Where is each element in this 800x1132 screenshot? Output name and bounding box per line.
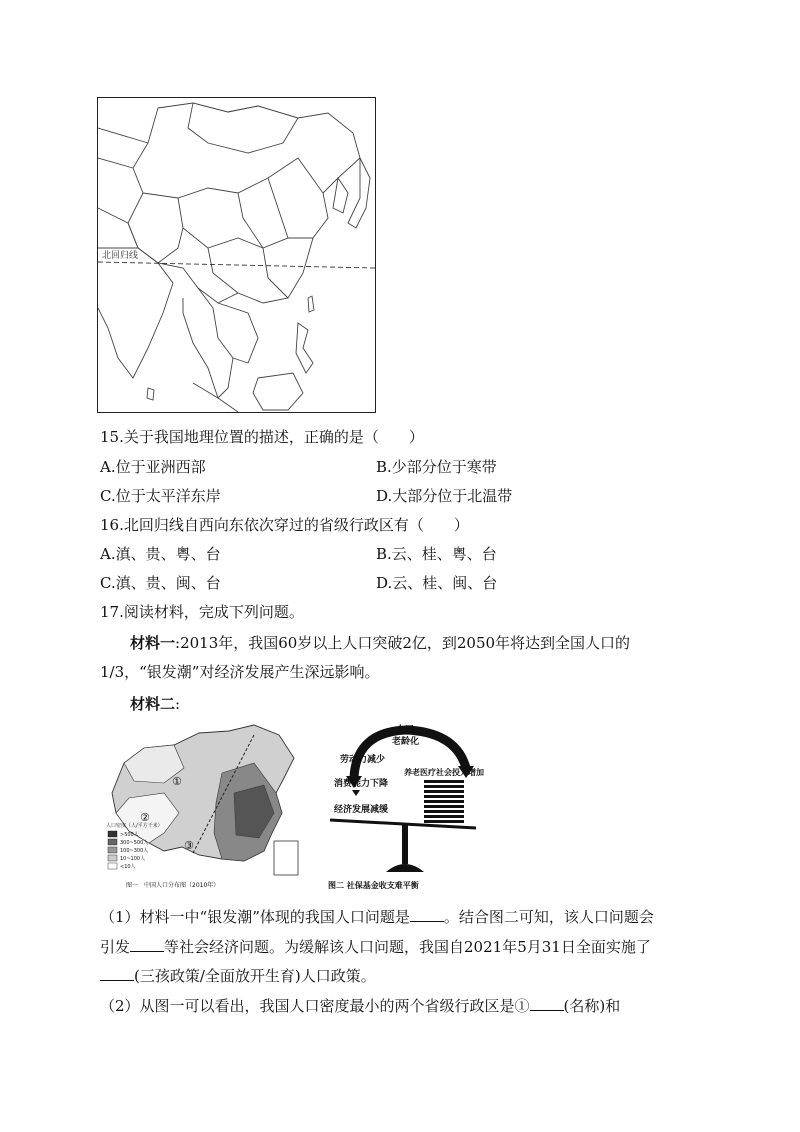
q17-p2-text-a: （2）从图一可以看出，我国人口密度最小的两个省级行政区是① — [100, 997, 530, 1015]
q17-p2-line1 — [100, 995, 620, 1017]
south-china-sea-inset — [274, 841, 298, 875]
answer-blank-1[interactable] — [410, 907, 444, 922]
figure2-caption: 图二 社保基金收支难平衡 — [328, 881, 419, 890]
fig2-left-2: 消费能力下降 — [334, 779, 389, 789]
figure2-balance-diagram — [326, 720, 496, 892]
material2-label: 材料二 — [130, 695, 176, 713]
map-marker-1: ① — [172, 775, 182, 788]
q15-option-a[interactable]: A.位于亚洲西部 — [100, 458, 206, 476]
fig2-left-1: 劳动力减少 — [340, 755, 386, 765]
q16-option-c[interactable]: C.滇、贵、闽、台 — [100, 574, 221, 592]
asia-map-svg — [98, 98, 375, 412]
q17-p2-text-b: (名称)和 — [563, 997, 621, 1015]
q15-option-d[interactable]: D.大部分位于北温带 — [376, 487, 513, 505]
fig2-weight-stack — [424, 780, 464, 823]
legend-item-3: 100~300人 — [120, 848, 149, 854]
answer-blank-4[interactable] — [530, 996, 564, 1011]
fig2-left-3: 经济发展减缓 — [334, 805, 389, 815]
q17-p1-text-b: 。结合图二可知，该人口问题会 — [443, 908, 654, 926]
q17-p1-text-d: 等社会经济问题。为缓解该人口问题，我国自2021年5月31日全面实施了 — [164, 938, 651, 956]
q16-option-b[interactable]: B.云、桂、粤、台 — [376, 545, 497, 563]
legend-item-1: >500人 — [120, 832, 139, 838]
fig2-top-label-1: 人口 — [396, 725, 415, 735]
q16-stem: 16.北回归线自西向东依次穿过的省级行政区有（ ） — [100, 516, 469, 534]
figure1-population-map — [104, 723, 312, 891]
map-marker-2: ② — [140, 811, 150, 824]
fig2-right-1: 养老医疗社会投入增加 — [404, 768, 484, 777]
tropic-of-cancer-line — [98, 262, 375, 268]
fig2-balance-base — [386, 864, 424, 872]
q17-p1-text-a: （1）材料一中“银发潮”体现的我国人口问题是 — [100, 908, 410, 926]
legend-title: 人口密度（人/平方千米） — [106, 823, 163, 829]
q17-p1-text-c: 引发 — [100, 938, 131, 956]
q17-p1-line1 — [100, 906, 654, 928]
fig2-top-label-2: 老龄化 — [392, 737, 420, 747]
q17-stem: 17.阅读材料，完成下列问题。 — [100, 603, 304, 621]
material2-line — [130, 693, 180, 715]
q17-p1-line2 — [100, 936, 651, 958]
q15-option-b[interactable]: B.少部分位于寒带 — [376, 458, 497, 476]
answer-blank-2[interactable] — [130, 937, 164, 952]
material1-label: 材料一 — [130, 634, 176, 652]
q16-option-a[interactable]: A.滇、贵、粤、台 — [100, 545, 221, 563]
material1-text: :2013年，我国60岁以上人口突破2亿，到2050年将达到全国人口的 — [175, 634, 631, 652]
material2-colon: : — [175, 695, 181, 713]
legend-item-2: 300~500人 — [120, 840, 149, 846]
asia-map — [97, 97, 376, 413]
figure1-caption: 图一 中国人口分布图（2010年） — [126, 882, 220, 889]
material1-line1 — [130, 632, 630, 654]
q16-option-d[interactable]: D.云、桂、闽、台 — [376, 574, 498, 592]
legend-item-5: <10人 — [120, 864, 136, 870]
map-marker-3: ③ — [184, 839, 194, 852]
tropic-label: 北回归线 — [102, 251, 139, 261]
q15-option-c[interactable]: C.位于太平洋东岸 — [100, 487, 221, 505]
q17-p1-text-e: (三孩政策/全面放开生育)人口政策。 — [134, 967, 376, 985]
material1-line2: 1/3，“银发潮”对经济发展产生深远影响。 — [100, 663, 380, 681]
q15-stem: 15.关于我国地理位置的描述，正确的是（ ） — [100, 428, 424, 446]
q17-p1-line3 — [100, 965, 376, 987]
answer-blank-3[interactable] — [100, 966, 134, 981]
legend-item-4: 10~100人 — [120, 856, 146, 862]
